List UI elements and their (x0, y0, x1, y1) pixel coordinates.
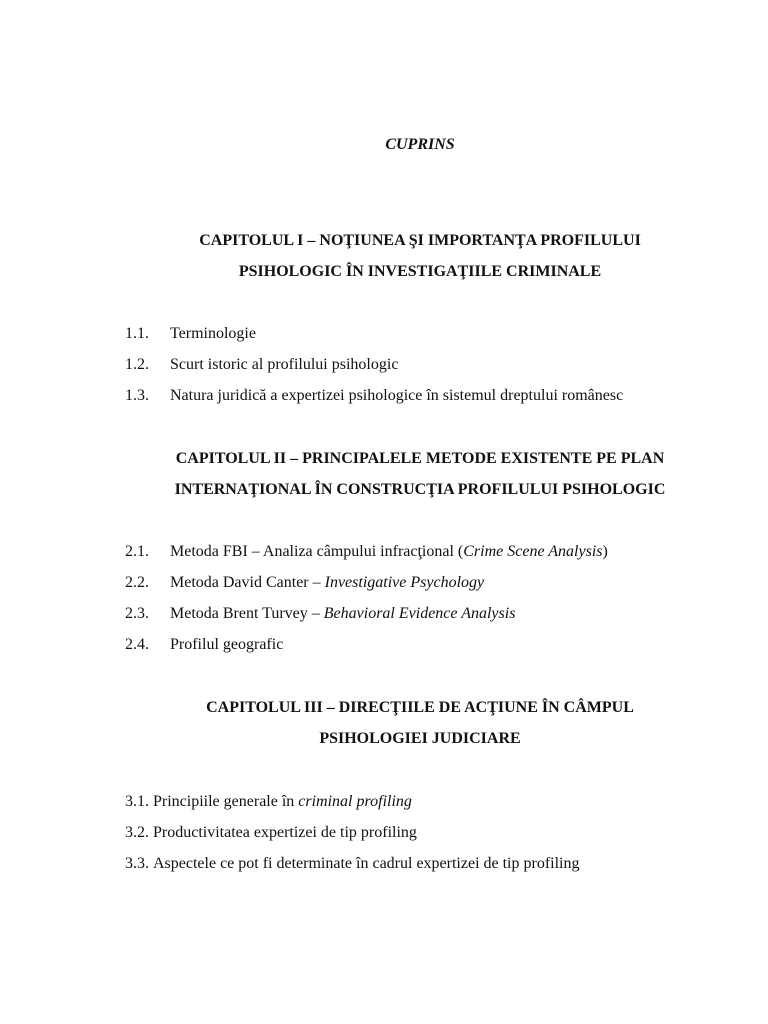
toc-entry-number: 2.3. (125, 605, 149, 622)
toc-entry-text: Metoda David Canter – (170, 574, 325, 591)
toc-entry-italic: criminal profiling (298, 793, 412, 810)
chapter-heading-line: CAPITOLUL III – DIRECŢIILE DE ACŢIUNE ÎN CÂMPUL (206, 699, 634, 716)
toc-entry-number: 1.3. (125, 387, 149, 404)
chapter-heading-line: INTERNAŢIONAL ÎN CONSTRUCŢIA PROFILULUI PSIHOLOGIC (174, 481, 666, 498)
chapter-2-heading (0, 443, 768, 505)
toc-entry-italic: Behavioral Evidence Analysis (323, 605, 516, 622)
toc-entry-text: Metoda Brent Turvey – (170, 605, 324, 622)
toc-entry (125, 817, 580, 848)
toc-entry (125, 848, 580, 879)
toc-entry (125, 567, 608, 598)
toc-entry (125, 786, 580, 817)
chapter-heading-line: PSIHOLOGIEI JUDICIARE (319, 730, 521, 747)
toc-entry-text: Natura juridică a expertizei psihologice în sistemul dreptului românesc (170, 387, 624, 404)
toc-entry-text: Terminologie (170, 325, 256, 342)
toc-entry-number: 3.2. (125, 824, 149, 841)
toc-entry (125, 349, 623, 380)
toc-entry-number: 1.2. (125, 356, 149, 373)
toc-entry-text: Profilul geografic (170, 636, 284, 653)
toc-entry-text: Productivitatea expertizei de tip profiling (153, 824, 417, 841)
chapter-heading-line: CAPITOLUL I – NOŢIUNEA ŞI IMPORTANŢA PROFILULUI (199, 232, 641, 249)
toc-entry-number: 2.4. (125, 636, 149, 653)
chapter-1-items (125, 318, 623, 411)
toc-entry-text-after: ) (602, 543, 608, 560)
chapter-1-heading (0, 225, 768, 287)
toc-entry-text: Principiile generale în (153, 793, 299, 810)
chapter-2-items (125, 536, 608, 660)
toc-entry-italic: Crime Scene Analysis (463, 543, 603, 560)
toc-entry-text: Scurt istoric al profilului psihologic (170, 356, 399, 373)
toc-entry-number: 2.2. (125, 574, 149, 591)
toc-entry-number: 2.1. (125, 543, 149, 560)
document-title: CUPRINS (385, 136, 455, 153)
toc-entry-italic: Investigative Psychology (324, 574, 485, 591)
chapter-heading-line: PSIHOLOGIC ÎN INVESTIGAŢIILE CRIMINALE (238, 263, 602, 280)
chapter-3-heading (0, 692, 768, 754)
toc-entry-number: 1.1. (125, 325, 149, 342)
toc-entry (125, 380, 623, 411)
toc-entry (125, 318, 623, 349)
toc-entry-text: Metoda FBI – Analiza câmpului infracţional ( (170, 543, 464, 560)
toc-entry (125, 629, 608, 660)
toc-entry (125, 598, 608, 629)
toc-entry (125, 536, 608, 567)
chapter-heading-line: CAPITOLUL II – PRINCIPALELE METODE EXISTENTE PE PLAN (175, 450, 665, 467)
toc-entry-text: Aspectele ce pot fi determinate în cadrul expertizei de tip profiling (153, 855, 580, 872)
chapter-3-items (125, 786, 580, 879)
toc-entry-number: 3.1. (125, 793, 149, 810)
toc-entry-number: 3.3. (125, 855, 149, 872)
